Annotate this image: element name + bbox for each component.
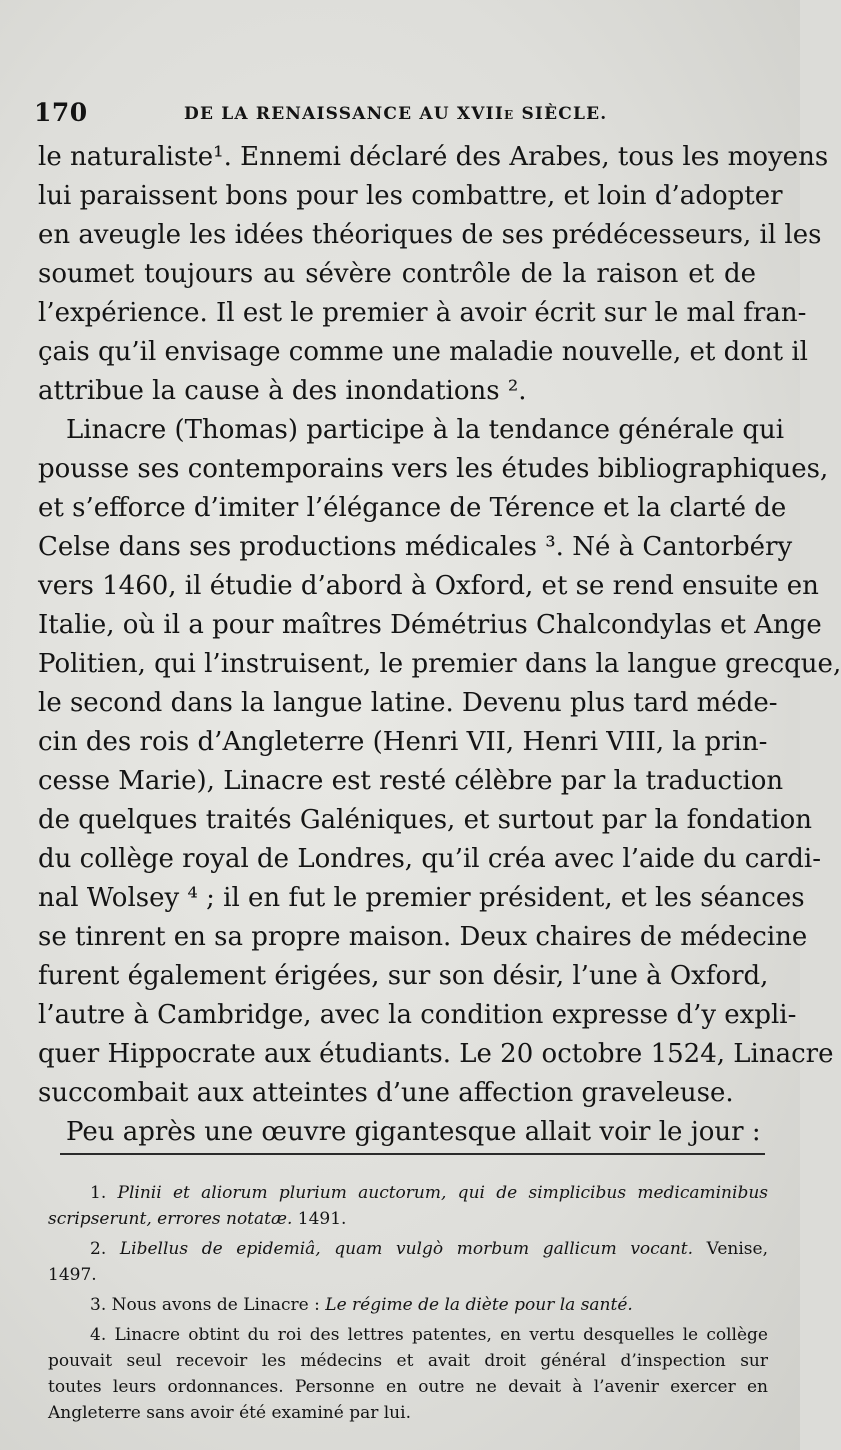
footnote-1 [48,1180,768,1206]
text-line: cesse Marie), Linacre est resté célèbre par la traduction [38,766,784,796]
footnote-title-cont: scripserunt, errores notatæ. [48,1209,293,1229]
footnote-number: 1. [90,1183,107,1203]
footnote-4-cont: pouvait seul recevoir les médecins et avait droit général d’inspection sur [48,1351,768,1371]
text-line: en aveugle les idées théoriques de ses prédécesseurs, il les [38,220,822,250]
text-line: l’expérience. Il est le premier à avoir écrit sur le mal fran- [38,298,807,328]
footnote-2-cont [48,1262,768,1288]
footnote-number: 3. [90,1295,107,1315]
text-line: le naturaliste¹. Ennemi déclaré des Arabes, tous les moyens [38,142,829,172]
footnote-4-cont: Angleterre sans avoir été examiné par lui. [48,1403,411,1423]
footnote-4 [48,1322,768,1348]
text-line: de quelques traités Galéniques, et surtout par la fondation [38,805,813,835]
page-number: 170 [34,98,88,127]
text-line: du collège royal de Londres, qu’il créa avec l’aide du cardi- [38,844,821,874]
text-line: cin des rois d’Angleterre (Henri VII, Henri VIII, la prin- [38,727,768,757]
text-line: çais qu’il envisage comme une maladie nouvelle, et dont il [38,337,808,367]
footnote-divider [60,1153,765,1155]
footnote-place: Venise, [706,1239,768,1259]
footnote-title: Libellus de epidemiâ, quam vulgò morbum gallicum vocant. [119,1239,694,1259]
footnote-year: 1497. [48,1265,97,1285]
text-line: pousse ses contemporains vers les études bibliographiques, [38,454,829,484]
text-line: Politien, qui l’instruisent, le premier dans la langue grecque, [38,649,841,679]
footnote-4-cont: toutes leurs ordonnances. Personne en outre ne devait à l’avenir exercer en [48,1377,768,1397]
footnote-2 [48,1236,768,1262]
footnote-title: Le régime de la diète pour la santé. [325,1295,633,1315]
text-line: nal Wolsey ⁴ ; il en fut le premier président, et les séances [38,883,805,913]
footnote-year: 1491. [297,1209,347,1229]
text-line: se tinrent en sa propre maison. Deux chaires de médecine [38,922,808,952]
footnote-number: 4. [90,1325,107,1345]
running-title: DE LA RENAISSANCE AU XVIIe SIÈCLE. [184,104,608,124]
footnote-1-cont [48,1206,768,1232]
main-text [38,138,841,1152]
text-line: succombait aux atteintes d’une affection graveleuse. [38,1078,734,1108]
text-line: soumet toujours au sévère contrôle de la raison et de [38,259,756,289]
text-line: le second dans la langue latine. Devenu plus tard méde- [38,688,778,718]
page-header [34,96,754,136]
footnote-text: Nous avons de Linacre : [111,1295,320,1315]
footnote-title: Plinii et aliorum plurium auctorum, qui de simplicibus medicaminibus [117,1183,768,1203]
text-line: l’autre à Cambridge, avec la condition expresse d’y expli- [38,1000,797,1030]
text-line: attribue la cause à des inondations ². [38,376,527,406]
text-line: Peu après une œuvre gigantesque allait voir le jour : [66,1117,761,1147]
footnotes [48,1180,768,1426]
text-line: lui paraissent bons pour les combattre, et loin d’adopter [38,181,783,211]
text-line: vers 1460, il étudie d’abord à Oxford, et se rend ensuite en [38,571,819,601]
text-line: quer Hippocrate aux étudiants. Le 20 octobre 1524, Linacre [38,1039,834,1069]
text-line: Italie, où il a pour maîtres Démétrius Chalcondylas et Ange [38,610,822,640]
footnote-number: 2. [90,1239,107,1259]
text-line: Celse dans ses productions médicales ³. Né à Cantorbéry [38,532,793,562]
footnote-text: Linacre obtint du roi des lettres patentes, en vertu desquelles le collège [114,1325,768,1345]
footnote-3 [48,1292,768,1318]
text-line: Linacre (Thomas) participe à la tendance générale qui [66,415,785,445]
text-line: et s’efforce d’imiter l’élégance de Térence et la clarté de [38,493,787,523]
text-line: furent également érigées, sur son désir, l’une à Oxford, [38,961,769,991]
